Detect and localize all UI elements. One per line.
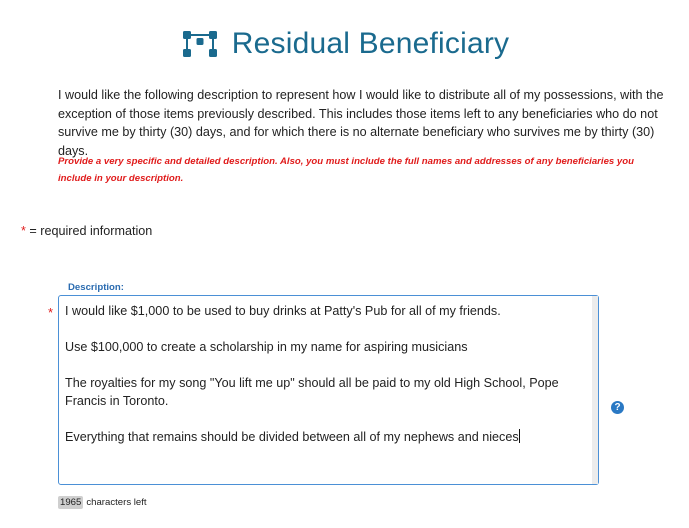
description-paragraph: I would like $1,000 to be used to buy drinks at Patty's Pub for all of my friends. [65, 304, 501, 318]
description-paragraph: Everything that remains should be divided between all of my nephews and nieces [65, 430, 519, 444]
org-chart-icon [180, 29, 220, 59]
description-textarea[interactable] [58, 295, 599, 485]
description-required-star: * [48, 305, 54, 320]
characters-left-count: 1965 [60, 497, 82, 508]
required-legend [21, 224, 152, 238]
required-legend-text: = required information [25, 224, 153, 238]
page-header [0, 22, 689, 66]
characters-left-text: characters left [86, 497, 147, 508]
intro-text: I would like the following description to represent how I would like to distribute all of my possessions, with the exception of those items previously described. This includes those items left to any beneficiaries who do not survive me by thirty (30) days, and for which there is no alternate beneficiary who survives me by thirty (30) days. [58, 88, 664, 158]
description-paragraph: Use $100,000 to create a scholarship in my name for aspiring musicians [65, 340, 468, 354]
character-counter [58, 497, 147, 508]
warning-text: Provide a very specific and detailed description. Also, you must include the full names and addresses of any beneficiaries you include in your description. [58, 156, 634, 184]
description-text [65, 302, 586, 446]
page-title: Residual Beneficiary [231, 27, 510, 60]
description-paragraph: The royalties for my song "You lift me up" should all be paid to my old High School, Pope Francis in Toronto. [65, 376, 559, 408]
text-caret [519, 429, 520, 443]
question-circle-icon[interactable]: ? [611, 401, 624, 414]
textarea-scrollbar[interactable] [592, 296, 598, 484]
description-label: Description: [68, 282, 124, 293]
required-star: * [21, 224, 26, 238]
